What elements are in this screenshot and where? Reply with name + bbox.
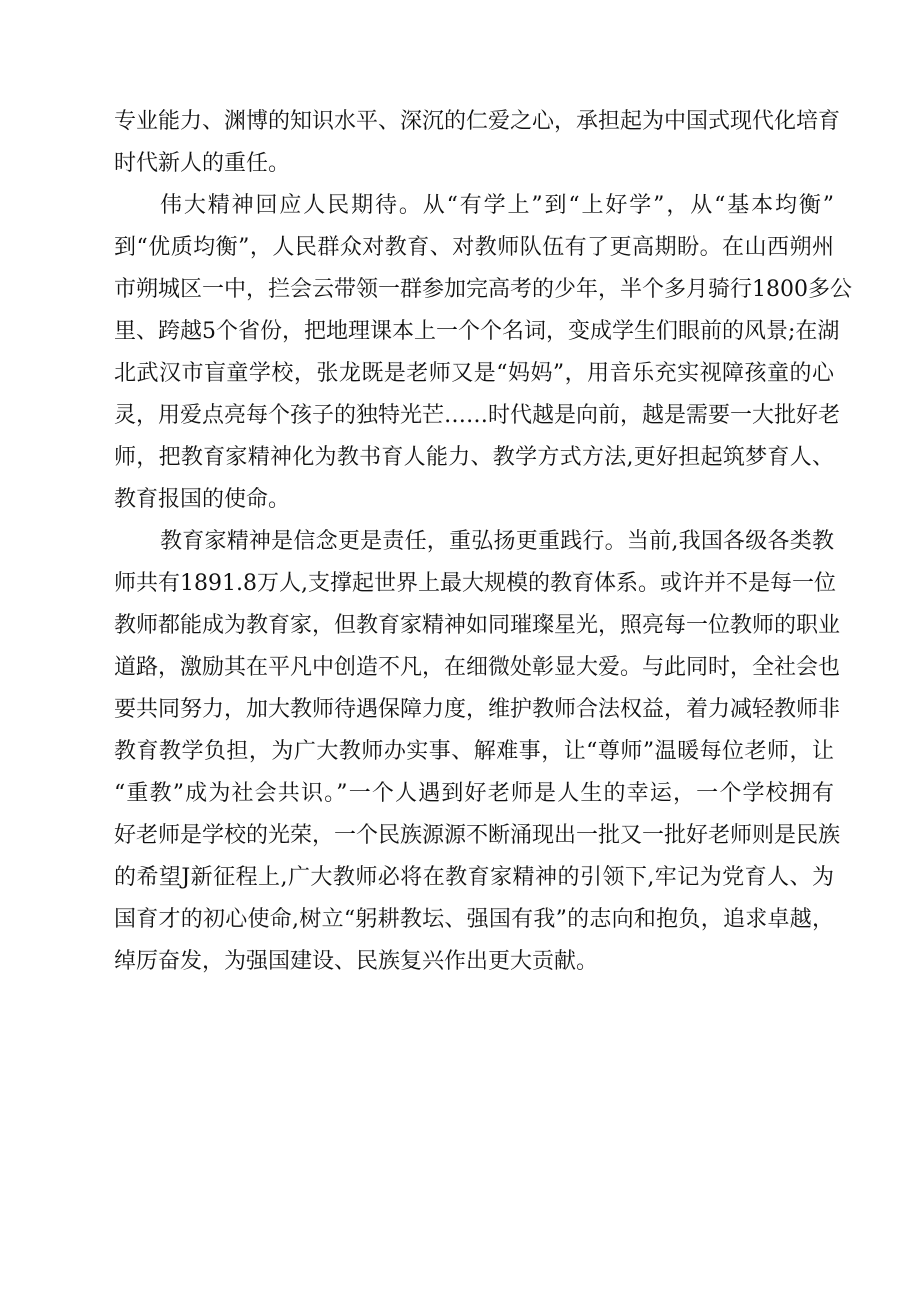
text-line: 的希望J新征程上,广大教师必将在教育家精神的引领下,牢记为党育人、为 [114, 865, 834, 890]
text-line: 时代新人的重任。 [114, 151, 291, 176]
text-line: 灵，用爱点亮每个孩子的独特光芒……时代越是向前，越是需要一大批好老 [114, 403, 841, 428]
text-line: 道路，激励其在平凡中创造不凡，在细微处彰显大爱。与此同时，全社会也 [114, 655, 841, 680]
text-line: 北武汉市盲童学校，张龙既是老师又是“妈妈”，用音乐充实视障孩童的心 [114, 361, 834, 386]
text-line: 师共有1891.8万人,支撑起世界上最大规模的教育体系。或许并不是每一位 [114, 571, 836, 596]
text-line: “重教”成为社会共识。”一个人遇到好老师是人生的幸运，一个学校拥有 [114, 781, 834, 806]
document-body [114, 101, 852, 983]
text-line: 好老师是学校的光荣，一个民族源源不断涌现出一批又一批好老师则是民族 [114, 823, 841, 848]
text-line: 教师都能成为教育家，但教育家精神如同璀璨星光，照亮每一位教师的职业 [114, 613, 841, 638]
text-line: 要共同努力，加大教师待遇保障力度，维护教师合法权益，着力减轻教师非 [114, 697, 841, 722]
text-line: 市朔城区一中，拦会云带领一群参加完高考的少年，半个多月骑行1800多公 [114, 277, 852, 302]
paragraph-start-line: 教育家精神是信念更是责任，重弘扬更重践行。当前,我国各级各类教 [160, 529, 834, 554]
text-line: 教育报国的使命。 [114, 487, 291, 512]
text-line: 到“优质均衡”，人民群众对教育、对教师队伍有了更高期盼。在山西朔州 [114, 235, 834, 260]
text-line: 专业能力、渊博的知识水平、深沉的仁爱之心，承担起为中国式现代化培育 [114, 109, 841, 134]
text-line: 教育教学负担，为广大教师办实事、解难事，让“尊师”温暖每位老师，让 [114, 739, 834, 764]
text-line: 绰厉奋发，为强国建设、民族复兴作出更大贡献。 [114, 949, 599, 974]
text-line: 里、跨越5个省份，把地理课本上一个个名词，变成学生们眼前的风景;在湖 [114, 319, 840, 344]
text-line: 师，把教育家精神化为教书育人能力、教学方式方法,更好担起筑梦育人、 [114, 445, 834, 470]
text-line: 国育才的初心使命,树立“躬耕教坛、强国有我”的志向和抱负，追求卓越， [114, 907, 834, 932]
paragraph-start-line: 伟大精神回应人民期待。从“有学上”到“上好学”，从“基本均衡” [160, 193, 834, 218]
